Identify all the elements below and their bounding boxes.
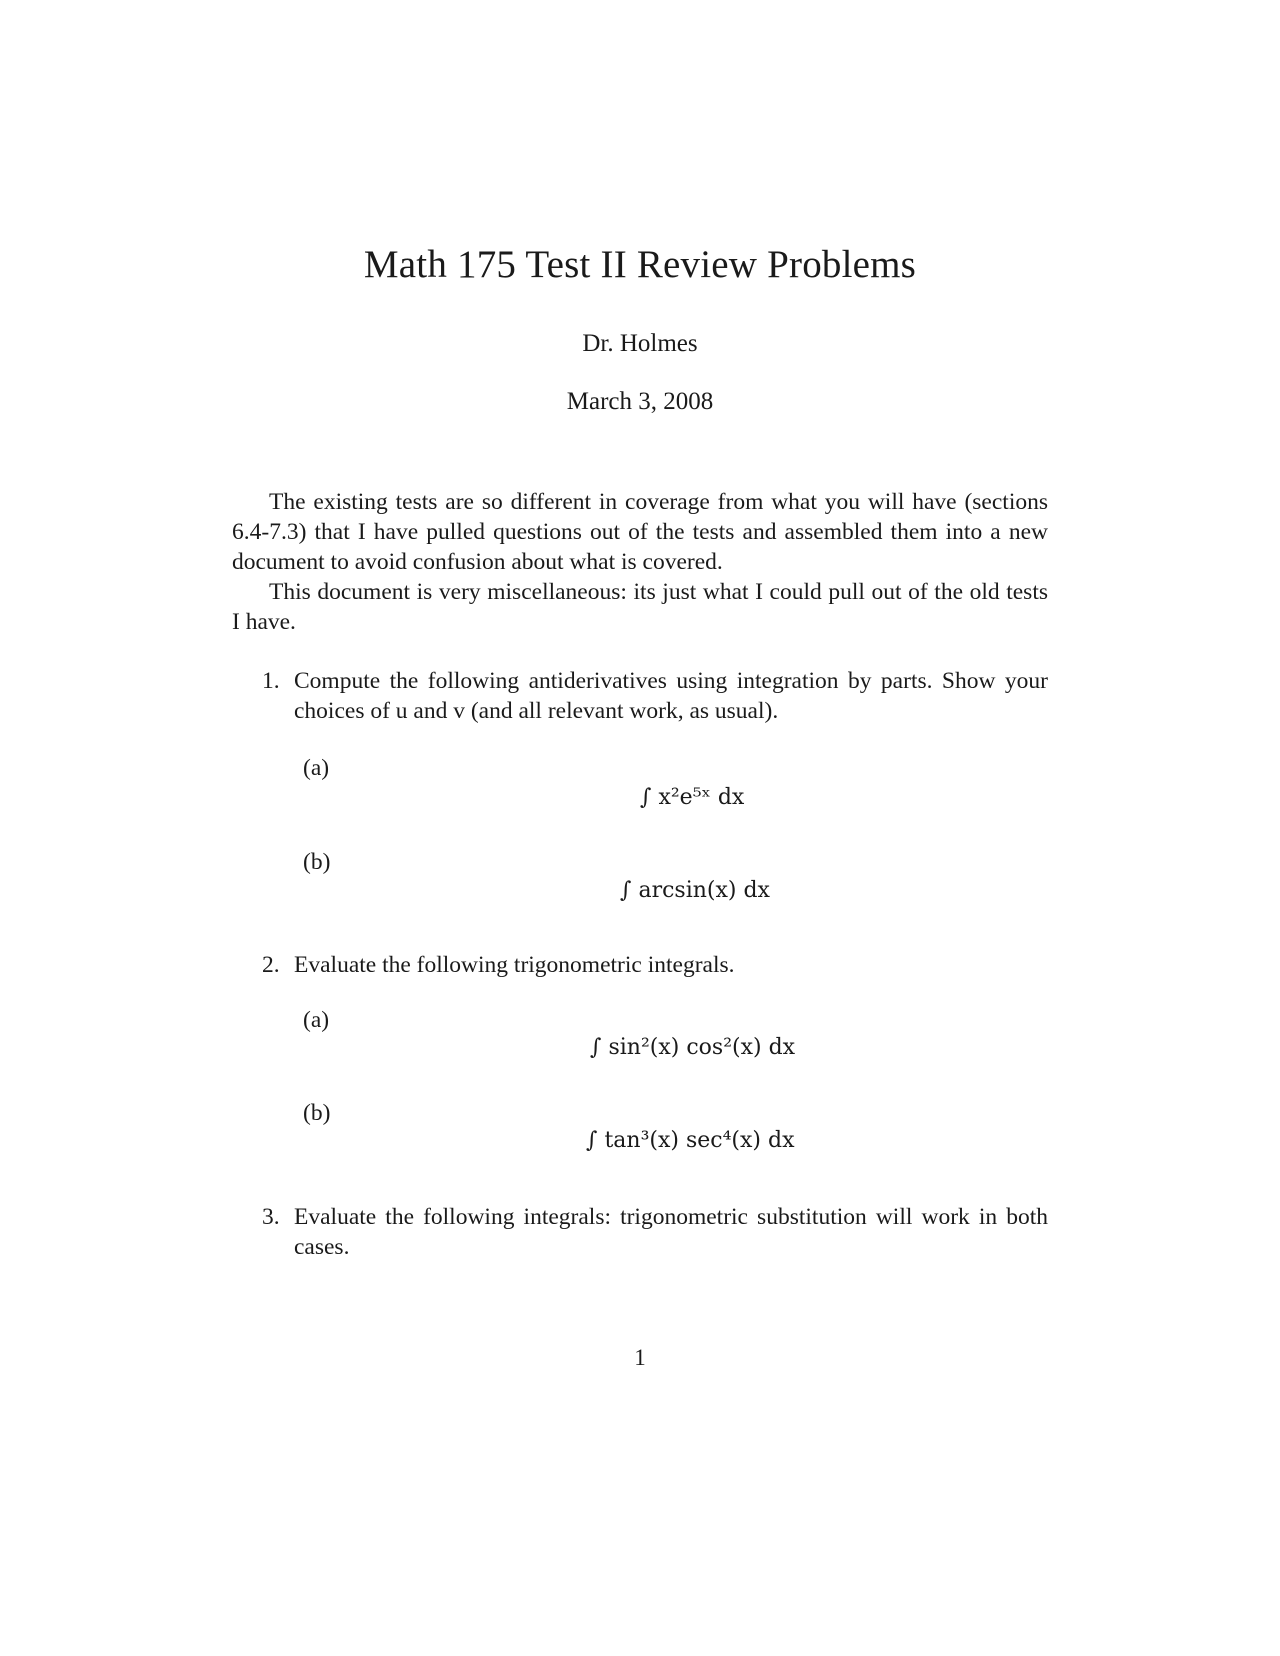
document-title: Math 175 Test II Review Problems: [363, 243, 917, 286]
part-label: (b): [303, 849, 331, 875]
document-author: Dr. Holmes: [582, 330, 698, 357]
part-label: (a): [303, 755, 330, 781]
integral-expression: ∫ x²e⁵ˣ dx: [640, 785, 745, 810]
intro-paragraph-1: The existing tests are so different in coverage from what you will have (sections 6.4-7.3) that I have pulled questions out of the tests and assembled them into a new document to avoid confusion about what is covered.: [232, 489, 1048, 575]
document-date: March 3, 2008: [566, 388, 714, 415]
problem-text: Evaluate the following trigonometric integrals.: [294, 952, 735, 978]
problem-2: [232, 950, 1048, 980]
part-label: (b): [303, 1100, 331, 1126]
problem-number: 3.: [262, 1204, 280, 1230]
part-label: (a): [303, 1007, 330, 1033]
problem-number: 1.: [262, 668, 280, 694]
problem-text: Evaluate the following integrals: trigonometric substitution will work in both cases.: [294, 1204, 1048, 1260]
integral-expression: ∫ tan³(x) sec⁴(x) dx: [586, 1128, 795, 1153]
page-number: 1: [634, 1345, 646, 1370]
problem-1: [232, 666, 1048, 726]
integral-expression: ∫ arcsin(x) dx: [620, 878, 770, 903]
integral-expression: ∫ sin²(x) cos²(x) dx: [590, 1035, 796, 1060]
problem-text: Compute the following antiderivatives using integration by parts. Show your choices of u and v (and all relevant work, as usual).: [294, 668, 1048, 724]
problem-3: [232, 1202, 1048, 1262]
problem-number: 2.: [262, 952, 280, 978]
intro-paragraph-2: This document is very miscellaneous: its just what I could pull out of the old tests I have.: [232, 579, 1048, 635]
